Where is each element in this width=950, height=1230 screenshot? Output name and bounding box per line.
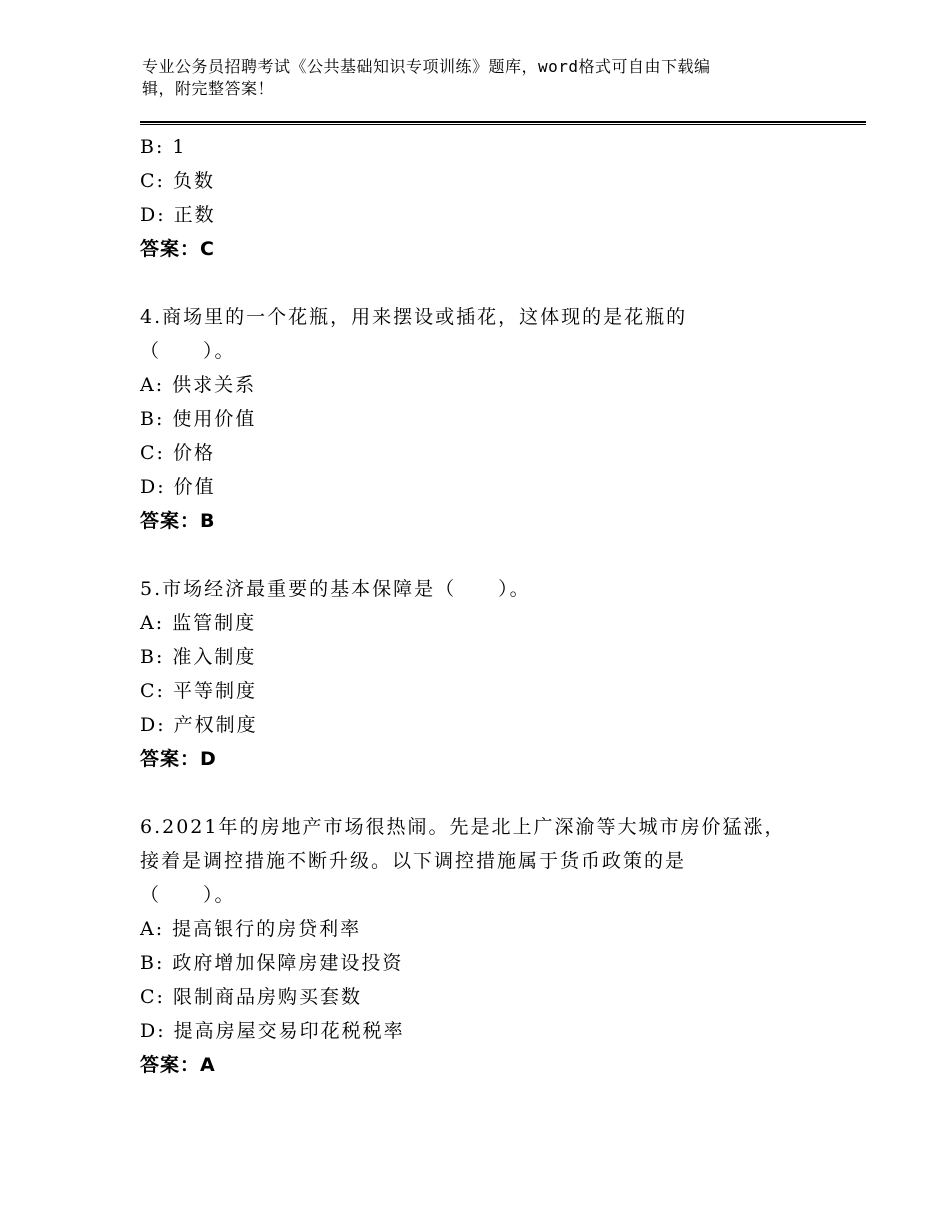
option-a: A: 供求关系 [140,374,257,396]
spacer [140,776,840,810]
question-stem: （ ）。 [140,884,236,906]
question-5 [140,572,840,776]
option-c: C: 平等制度 [140,680,257,702]
option-d: D: 价值 [140,476,216,498]
option-d: D: 正数 [140,204,216,226]
question-4 [140,300,840,538]
question-fragment [140,130,840,266]
header-line-1: 专业公务员招聘考试《公共基础知识专项训练》题库，word格式可自由下载编 [142,57,711,76]
header-line-2: 辑，附完整答案！ [142,79,275,98]
option-a: A: 监管制度 [140,612,257,634]
spacer [140,538,840,572]
option-b: B: 1 [140,136,187,158]
option-c: C: 价格 [140,442,215,464]
question-stem: 4.商场里的一个花瓶，用来摆设或插花，这体现的是花瓶的 [140,306,688,328]
question-list [140,130,840,1082]
answer-line: 答案：B [140,510,216,532]
question-stem: （ ）。 [140,340,236,362]
answer-line: 答案：A [140,1054,216,1076]
answer-line: 答案：C [140,238,215,260]
option-a: A: 提高银行的房贷利率 [140,918,362,940]
option-c: C: 限制商品房购买套数 [140,986,362,1008]
answer-line: 答案：D [140,748,217,770]
option-d: D: 提高房屋交易印花税税率 [140,1020,405,1042]
question-stem: 5.市场经济最重要的基本保障是（ ）。 [140,578,531,600]
spacer [140,266,840,300]
header-divider [140,121,866,125]
question-6 [140,810,840,1082]
option-b: B: 政府增加保障房建设投资 [140,952,404,974]
option-b: B: 准入制度 [140,646,257,668]
option-c: C: 负数 [140,170,215,192]
question-stem: 6.2021年的房地产市场很热闹。先是北上广深渝等大城市房价猛涨， [140,816,786,838]
page-header [142,56,802,100]
option-d: D: 产权制度 [140,714,258,736]
option-b: B: 使用价值 [140,408,257,430]
question-stem: 接着是调控措施不断升级。以下调控措施属于货币政策的是 [140,850,687,872]
